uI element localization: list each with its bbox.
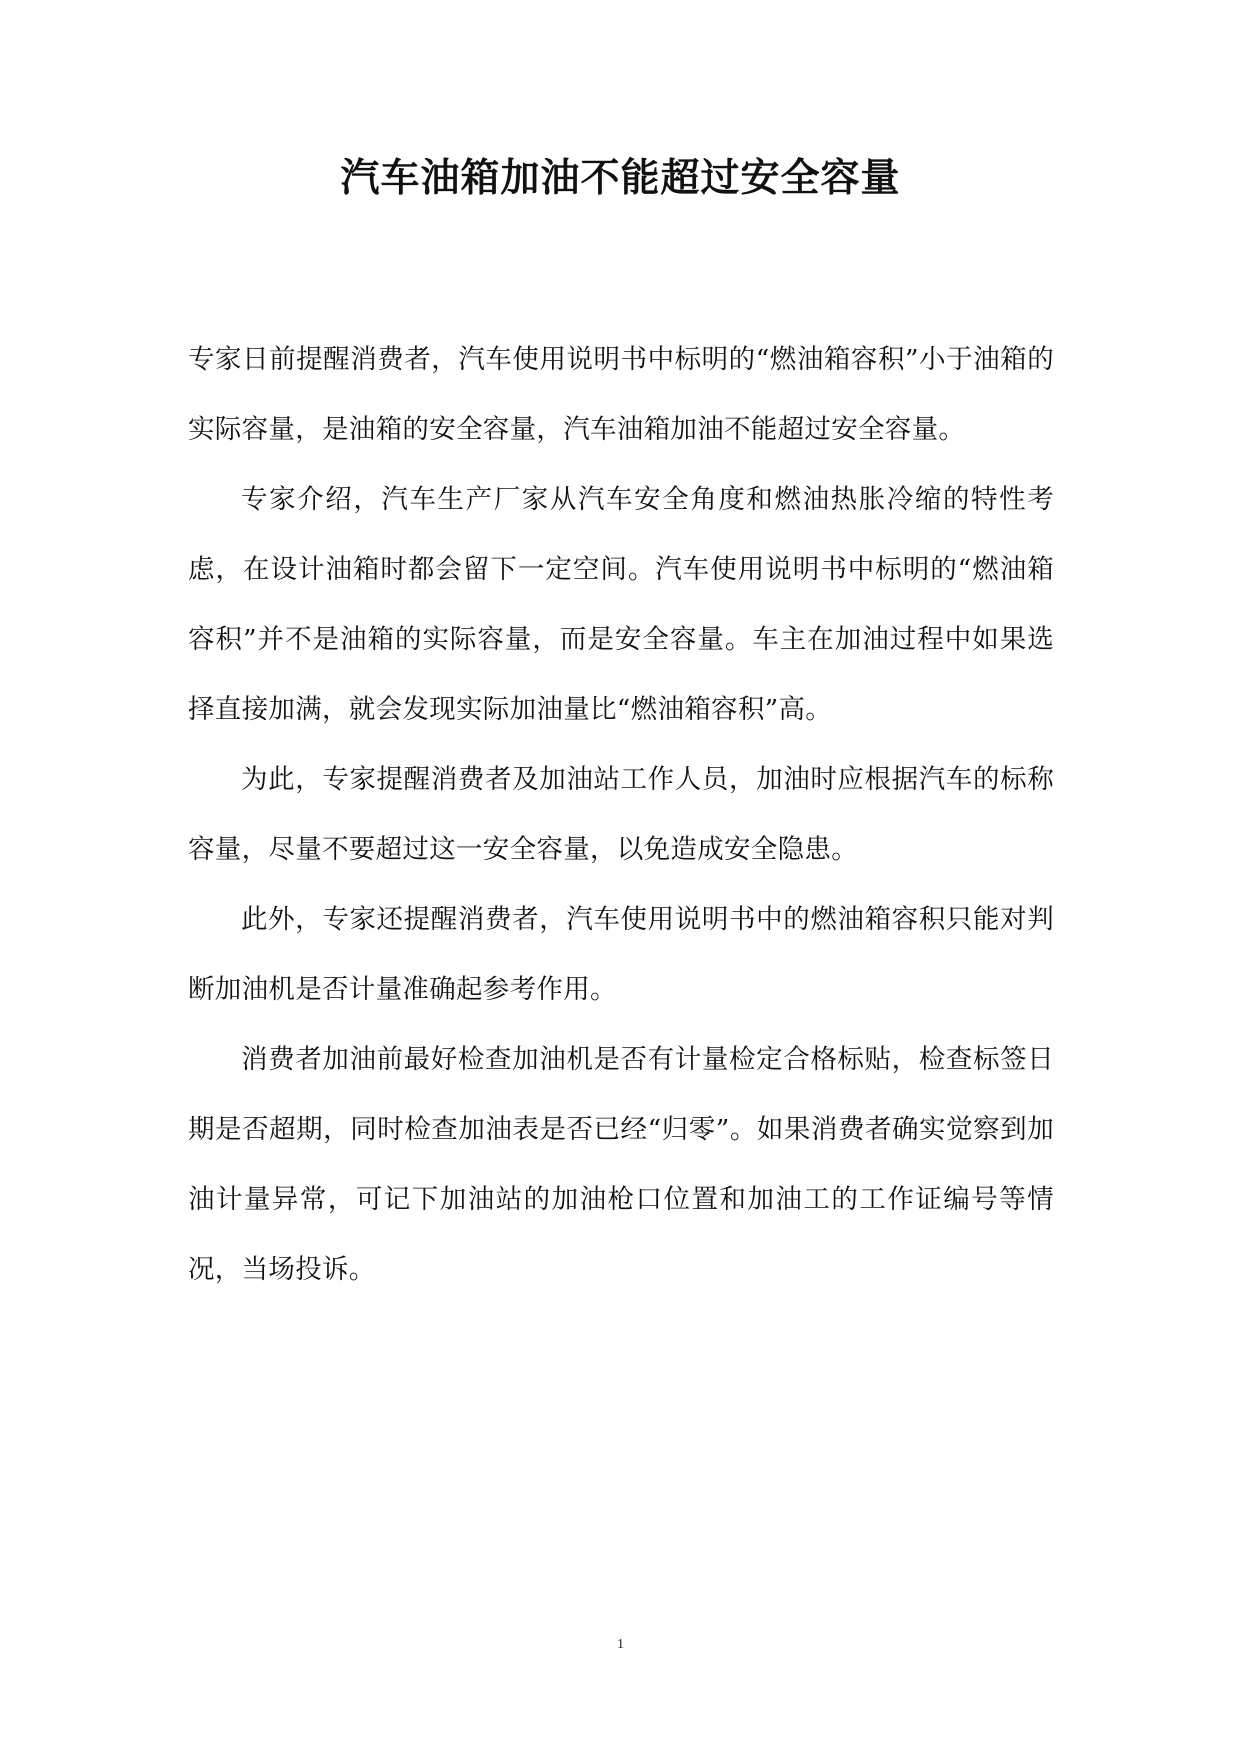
paragraph-5: 消费者加油前最好检查加油机是否有计量检定合格标贴，检查标签日期是否超期，同时检查加油表是否已经“归零”。如果消费者确实觉察到加油计量异常，可记下加油站的加油枪口位置和加油工的工作证编号等情况，当场投诉。 (188, 1044, 1054, 1285)
paragraph-4: 此外，专家还提醒消费者，汽车使用说明书中的燃油箱容积只能对判断加油机是否计量准确起参考作用。 (188, 904, 1054, 1005)
document-title: 汽车油箱加油不能超过安全容量 (340, 155, 901, 201)
page-number: 1 (617, 1637, 624, 1652)
paragraph-2: 专家介绍，汽车生产厂家从汽车安全角度和燃油热胀冷缩的特性考虑，在设计油箱时都会留下一定空间。汽车使用说明书中标明的“燃油箱容积”并不是油箱的实际容量，而是安全容量。车主在加油过程中如果选择直接加满，就会发现实际加油量比“燃油箱容积”高。 (188, 484, 1054, 725)
document-body (188, 325, 1054, 1305)
paragraph-3: 为此，专家提醒消费者及加油站工作人员，加油时应根据汽车的标称容量，尽量不要超过这一安全容量，以免造成安全隐患。 (188, 764, 1054, 865)
paragraph-1: 专家日前提醒消费者，汽车使用说明书中标明的“燃油箱容积”小于油箱的实际容量，是油箱的安全容量，汽车油箱加油不能超过安全容量。 (188, 344, 1054, 445)
